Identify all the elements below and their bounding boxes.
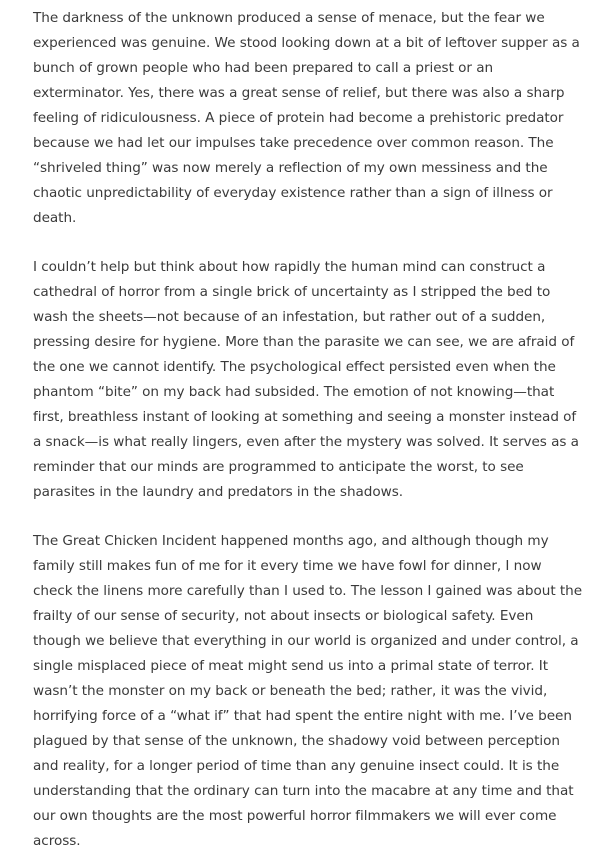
paragraph-2: I couldn’t help but think about how rapidly the human mind can construct a cathedral of horror from a single brick of uncertainty as I stripped the bed to wash the sheets—not because of an infestation, but rather out of a sudden, pressing desire for hygiene. More than the parasite we can see, we are afraid of the one we cannot identify. The psychological effect persisted even when the phantom “bite” on my back had subsided. The emotion of not knowing—that first, breathless instant of looking at something and seeing a monster instead of a snack—is what really lingers, even after the mystery was solved. It serves as a reminder that our minds are programmed to anticipate the worst, to see parasites in the laundry and predators in the shadows. (33, 259, 579, 500)
paragraph-3: The Great Chicken Incident happened months ago, and although though my family still makes fun of me for it every time we have fowl for dinner, I now check the linens more carefully than I used to. The lesson I gained was about the frailty of our sense of security, not about insects or biological safety. Even though we believe that everything in our world is organized and under control, a single misplaced piece of meat might send us into a primal state of terror. It wasn’t the monster on my back or beneath the bed; rather, it was the vivid, horrifying force of a “what if” that had spent the entire night with me. I’ve been plagued by that sense of the unknown, the shadowy void between perception and reality, for a longer period of time than any genuine insect could. It is the understanding that the ordinary can turn into the macabre at any time and that our own thoughts are the most powerful horror filmmakers we will ever come across. (33, 533, 583, 849)
paragraph-1: The darkness of the unknown produced a sense of menace, but the fear we experienced was genuine. We stood looking down at a bit of leftover supper as a bunch of grown people who had been prepared to call a priest or an exterminator. Yes, there was a great sense of relief, but there was also a sharp feeling of ridiculousness. A piece of protein had become a prehistoric predator because we had let our impulses take precedence over common reason. The “shriveled thing” was now merely a reflection of my own messiness and the chaotic unpredictability of everyday existence rather than a sign of illness or death. (33, 10, 580, 226)
